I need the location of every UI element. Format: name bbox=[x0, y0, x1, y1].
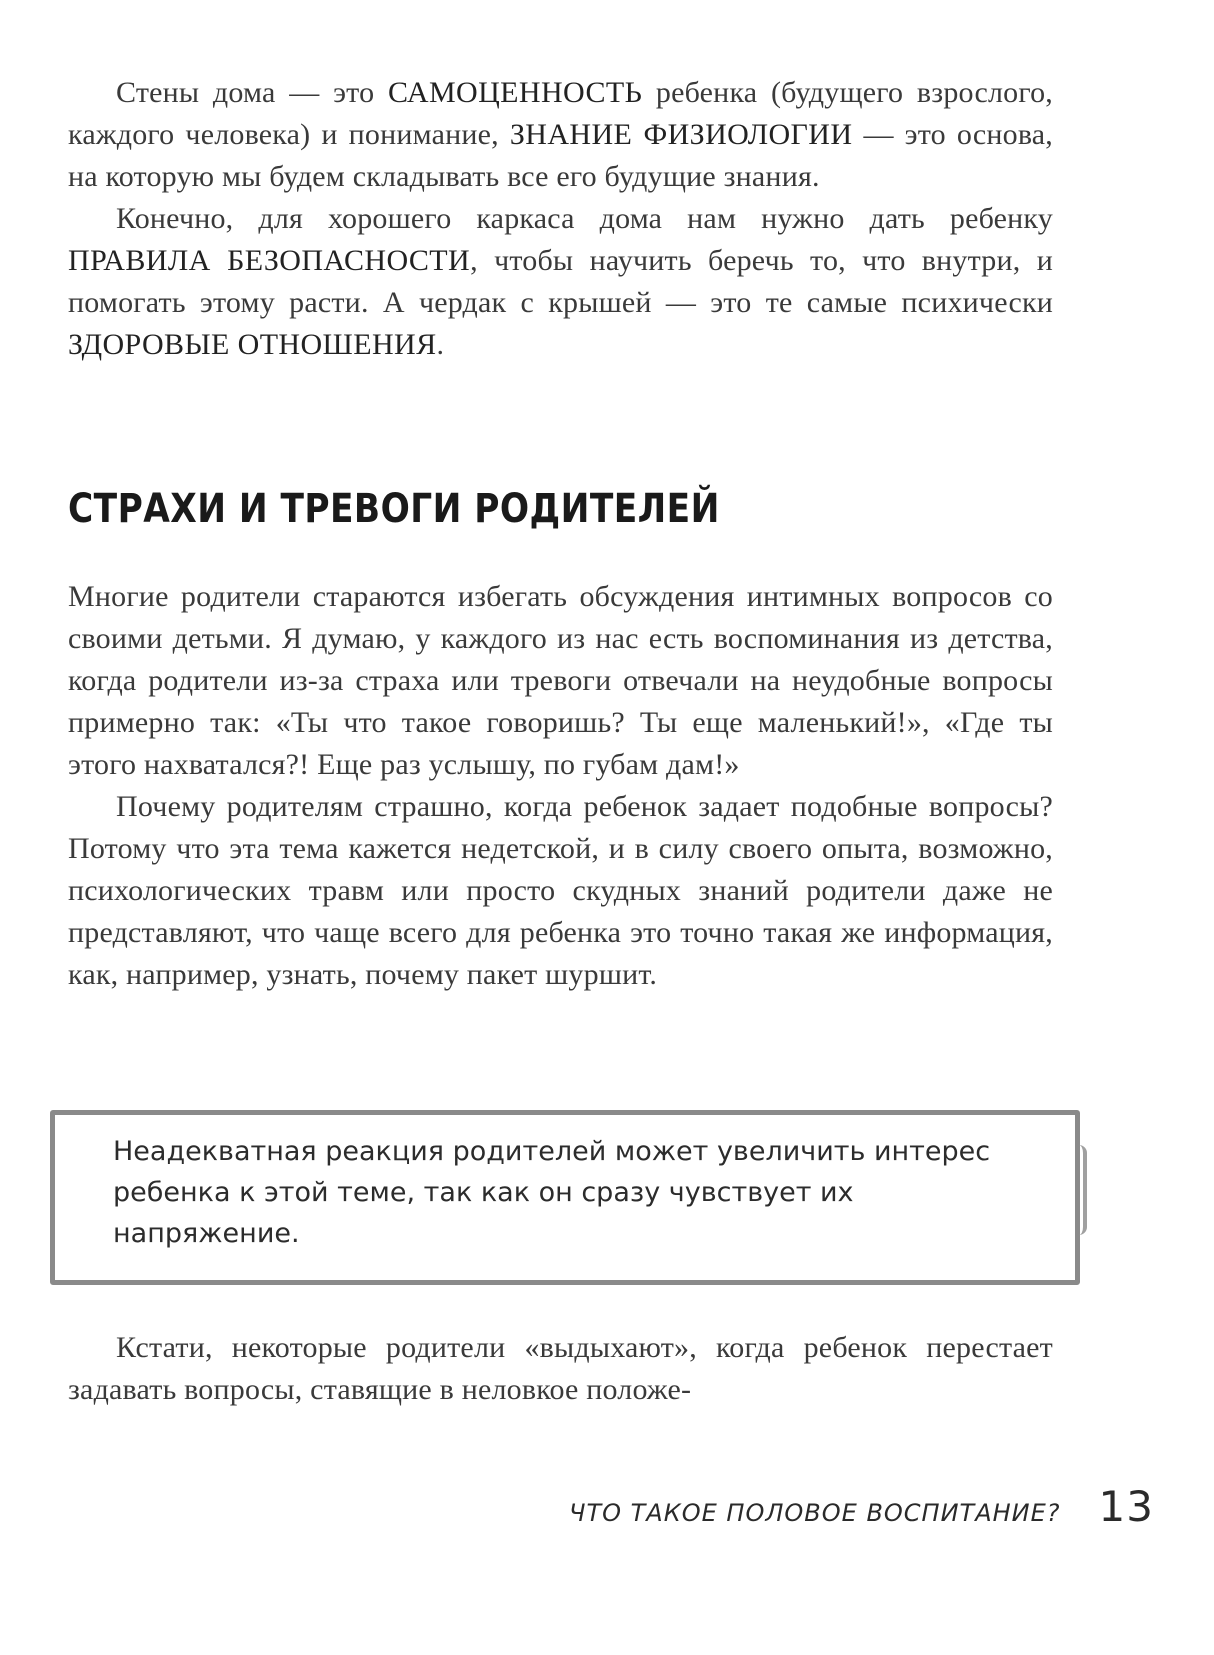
intro-p1-text-c: ребенка (будущего взрослого, каждого человека) и понимание, bbox=[68, 76, 1054, 151]
intro-section bbox=[68, 72, 1053, 366]
intro-p2-text-c: , чтобы научить беречь то, что внутри, и помогать этому расти. А чердак с крышей — это те самые психически bbox=[68, 244, 1053, 319]
main-paragraph-2: Почему родителям страшно, когда ребенок задает подобные вопросы? Потому что эта тема кажется недетской, и в силу своего опыта, возможно, психологических травм или просто скудных знаний родители даже не представляют, что чаще всего для ребенка это точно такая же информация, как, например, узнать, почему пакет шуршит. bbox=[68, 790, 1053, 991]
intro-paragraph-1 bbox=[68, 72, 1053, 198]
intro-p2-text-a: Конечно, для хорошего каркаса дома нам нужно дать ребенку bbox=[116, 202, 1053, 235]
intro-p1-text-a: Стены дома — это bbox=[116, 76, 388, 109]
running-title: ЧТО ТАКОЕ ПОЛОВОЕ ВОСПИТАНИЕ? bbox=[568, 1499, 1061, 1527]
emphasis-physiology-knowledge: ЗНАНИЕ ФИЗИОЛОГИИ bbox=[509, 118, 853, 151]
intro-p2-text-e: . bbox=[436, 328, 445, 361]
callout-box bbox=[50, 1110, 1080, 1285]
main-paragraph-1: Многие родители стараются избегать обсуждения интимных вопросов со своими детьми. Я думаю, у каждого из нас есть воспоминания из детства, когда родители из-за страха или тревоги отвечали на неудобные вопросы примерно так: «Ты что такое говоришь? Ты еще маленький!», «Где ты этого нахватался?! Еще раз услышу, по губам дам!» bbox=[68, 580, 1053, 781]
emphasis-safety-rules: ПРАВИЛА БЕЗОПАСНОСТИ bbox=[68, 244, 471, 277]
section-heading: СТРАХИ И ТРЕВОГИ РОДИТЕЛЕЙ bbox=[68, 486, 720, 532]
emphasis-self-worth: САМОЦЕННОСТЬ bbox=[387, 76, 643, 109]
page-number: 13 bbox=[1098, 1482, 1154, 1531]
outro-section bbox=[68, 1327, 1053, 1411]
page-footer bbox=[569, 1482, 1154, 1531]
intro-paragraph-2 bbox=[68, 198, 1053, 366]
intro-p1-text-e: — это основа, на которую мы будем складывать все его будущие знания. bbox=[68, 118, 1054, 193]
callout-text: Неадекватная реакция родителей может увеличить интерес ребенка к этой теме, так как он сразу чувствует их напряжение. bbox=[113, 1136, 991, 1249]
outro-paragraph-1: Кстати, некоторые родители «выдыхают», когда ребенок перестает задавать вопросы, ставящие в неловкое положе- bbox=[68, 1331, 1053, 1406]
emphasis-healthy-relationships: ЗДОРОВЫЕ ОТНОШЕНИЯ bbox=[68, 328, 437, 361]
main-section bbox=[68, 576, 1053, 996]
